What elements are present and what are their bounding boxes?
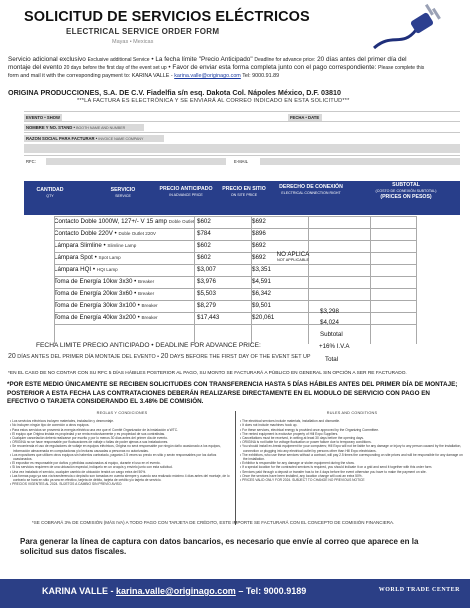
service-name-en: Doble Outlet (168, 219, 195, 224)
fiscal-data-note: Para generar la línea de captura con datos bancarios, es necesario que envíe al correo que aparece en la solicitud sus datos fiscales. (20, 537, 419, 556)
total-label: Total (325, 356, 339, 363)
rule-item: • Para estos servicios se proveerá la energía eléctrica una vez que el Comité Organizador de la instalación a WTC. (10, 427, 179, 432)
advance-price: $17,443 (197, 314, 220, 321)
deadline-text: FECHA LIMITE PRECIO ANTICIPADO • DEADLINE FOR ADVANCE PRICE: (36, 342, 261, 349)
rule-item: • PRICES VALID ONLY FOR 2024. SUBJECT TO CHANGE NO PREVIOUS NOTICE (240, 478, 365, 483)
service-name: Toma de Energía 40kw 3x200 • (54, 314, 140, 321)
rfc-email-row (24, 155, 460, 163)
service-name: Contacto Doble 1000W, 127+/- V 15 amp (54, 218, 167, 225)
page-subtitle: ELECTRICAL SERVICE ORDER FORM (66, 27, 220, 36)
rules-es-title: REGLAS Y CONDICIONES (96, 411, 148, 415)
rule-item: • Exhibitor is responsible for any damage or stolen equipment during the show. (240, 461, 355, 466)
date-label: FECHA • DATE (288, 114, 322, 121)
site-price: $6,342 (252, 290, 271, 297)
service-name-en: Breaker (138, 279, 155, 284)
not-applicable-label: NO APLICA NOT APPLICABLE (276, 251, 310, 262)
rules-spanish (10, 411, 234, 486)
organizer-address: ORIGINA PRODUCCIONES, S.A. DE C.V. Fiadelfia s/n esq. Dakota Col. Nápoles México, D.F. 03810 (8, 88, 341, 97)
service-row (54, 277, 416, 287)
service-name-en: Doble Outlet 220V (118, 231, 156, 236)
power-plug-icon (372, 2, 450, 52)
service-name: Lámpara HQI • (54, 266, 96, 273)
site-price: $692 (252, 242, 266, 249)
advance-price: $8,279 (197, 302, 216, 309)
advance-price: $784 (197, 230, 211, 237)
service-name: Contacto Doble 220V • (54, 230, 117, 237)
invoice-note: ***LA FACTURA ES ELECTRÓNICA Y SE ENVIARÁ AL CORREO INDICADO EN ESTA SOLICITUD*** (77, 98, 350, 104)
rule-item: • Once the services have been installed, any location change will cost an extra 50%. (240, 473, 363, 478)
tagline: Mayas • Mexicas (112, 39, 154, 45)
rule-item: • Los expositores que utilicen otros equipos sin haberlos contratado, pagarán 2.5 veces su precio en sitio y serán responsables por los daños ocasionados. (10, 452, 217, 462)
service-row (54, 253, 416, 263)
connection-value-1: $3,298 (320, 308, 339, 315)
date-input[interactable] (324, 114, 460, 121)
advance-price: $5,503 (197, 290, 216, 297)
service-name: Lámpara Slimline • (54, 242, 106, 249)
company-field-row (24, 132, 460, 140)
rfc-note: *EN EL CASO DE NO CONTAR CON SU RFC 5 DÍAS HÁBILES POSTERIOR AL PAGO, SU MONTO SE FACTURARÁ A PÚBLICO EN GENERAL SIN OPCIÓN A SER RE FACTURADO. (8, 371, 407, 376)
wtc-logo: WORLD TRADE CENTER (378, 587, 460, 593)
service-name: Toma de Energía 30kw 3x100 • (54, 302, 140, 309)
service-name-en: Breaker (138, 291, 155, 296)
site-price: $20,061 (252, 314, 275, 321)
rule-item: • Cancellations must be received, in writing at least 30 days before the opening days. (240, 436, 364, 441)
service-name: Lámpara Spot • (54, 254, 97, 261)
rfc-input[interactable] (46, 158, 226, 165)
service-row (54, 265, 416, 275)
service-row (54, 289, 416, 299)
rule-item: • El equipo que Origina instala es propiedad y se renta exclusivamente y es propiedad de sus contratistas. (10, 431, 166, 436)
service-header: SERVICIO SERVICE (110, 187, 136, 198)
rule-item: • El expositor es responsable por daños y pérdidas ocasionados al equipo, durante el uso en el evento. (10, 461, 161, 466)
rule-item: • For these services, electrical energy is provided once approved by the Organizing Committee. (240, 427, 379, 432)
subtotal-header: SUBTOTAL (COSTO DE CONEXIÓN SUBTOTAL) (PRICES ON PESOS) (375, 182, 437, 200)
rule-item: • The exhibitors, who use these services without a contract, will pay 2.5 times the corresponding on site prices and will be responsible for any damage on the installation. (240, 452, 463, 462)
table-header (24, 181, 460, 215)
contact-email-link[interactable]: karina.valle@originago.com (174, 73, 241, 80)
rule-item: • No incluyen ningún tipo de conexión a otros equipos. (10, 423, 90, 428)
extra-field-row[interactable] (24, 144, 460, 153)
rule-item: • Una vez instalado el servicio, cualquier cambio de ubicación tendrá un cargo extra del 50%. (10, 469, 147, 474)
site-price: $9,501 (252, 302, 271, 309)
transfer-warning: *POR ESTE MEDIO ÚNICAMENTE SE RECIBEN SOLICITUDES CON TRANSFERENCIA HASTA 5 DÍAS HÁBILES ANTES DEL PRIMER DÍA DE MONTAJE; POSTERIOR A ESTA FECHA LAS CONTRATACIONES DEBERÁN REALIZARSE DIRECTAMENTE EN EL MODULO DE SERVICIO CON PAGO EN EFECTIVO O TARJETA CONSIDERANDO EL 3.48% DE COMISIÓN. (7, 381, 458, 405)
site-price: $692 (252, 254, 266, 261)
rules-english (240, 411, 464, 482)
site-price-header: PRECIO EN SITIO ON SITE PRICE (222, 186, 266, 197)
email-input[interactable] (260, 158, 460, 165)
site-price: $692 (252, 218, 266, 225)
booth-label: NOMBRE Y NO. STAND • BOOTH NAME AND NUMBER (24, 124, 144, 131)
service-name-en: Spot Lamp (98, 255, 121, 260)
site-price: $896 (252, 230, 266, 237)
rule-item: • The rented equipment is exclusive property of Hill Expo Suppliers. (240, 431, 339, 436)
intro-text: Servicio adicional exclusivo Exclusive additional Service • La fecha límite "Precio Anticipado" Deadline for advance price: 20 días antes del primer día del montaje del evento 20 days before the first day of the event set up • Favor de enviar esta forma completa junto con el pago correspondiente: Please complete this form and mail it with the corresponding payment to: KARINA VALLE - karina.valle@originago.com Tel: 9000.91.89 (8, 56, 425, 80)
footer-bar (0, 579, 470, 608)
advance-price-header: PRECIO ANTICIPADO IN ADVANCE PRICE (159, 186, 213, 197)
booth-field-row (24, 121, 460, 129)
rule-item: • It does not include machines hook up. (240, 423, 298, 428)
rule-item: • The electrical services include materials, installation and dismantle. (240, 419, 341, 424)
advance-price: $602 (197, 242, 211, 249)
rule-item: • Las formas pago ya sea vía transferencia o depósito son tomadas en cuenta siempre y cuando sea realizado máximo 4 días antes del montaje, de lo contrario se hará en sitio ya sea en efectivo, tarjeta de débito, tarjeta de crédito y/o tarjeta de servicio. (10, 473, 230, 483)
rule-item: • Los servicios eléctricos incluyen materiales, instalación y desmontaje. (10, 419, 114, 424)
service-row (54, 313, 416, 323)
subtotal-label: Subtotal (320, 331, 343, 338)
service-row (54, 229, 416, 239)
service-name-en: Slimline Lamp (107, 243, 137, 248)
connection-right-header: DERECHO DE CONEXIÓN ELECTRICAL CONNECTION RIGHT (279, 184, 343, 195)
rule-item: • ORIGINA no se hace responsable por fluctuaciones de voltaje o fallas de poder ajenas a sus instalaciones. (10, 440, 169, 445)
service-name: Toma de Energía 10kw 3x30 • (54, 278, 137, 285)
service-name-en: Breaker (141, 303, 158, 308)
qty-header: CANTIDAD QTY (36, 187, 64, 198)
rule-item: • If a special location for the contracted services is required, you should indicate it on a grid and send it together with this order form. (240, 465, 433, 470)
advance-price: $3,976 (197, 278, 216, 285)
rfc-label: RFC: (26, 159, 36, 164)
rule-item: • ORIGINA is not liable for voltage fluctuation or power failure due to temporary conditions. (240, 440, 372, 445)
advance-price: $3,007 (197, 266, 216, 273)
site-price: $3,351 (252, 266, 271, 273)
rule-item: • You should install ex-break equipment for your computers; Hill Expo will not be liable for any damage or injury to any person caused by the installation, connection or plugging into any electrical outlet by persons other than Hill Expo electricians. (240, 444, 462, 453)
service-row (54, 241, 416, 251)
rules-en-title: RULES AND CONDITIONS (326, 411, 378, 415)
advance-price: $602 (197, 254, 211, 261)
footer-email-link[interactable]: karina.valle@originago.com (116, 586, 236, 596)
advance-price: $602 (197, 218, 211, 225)
rule-item: • PRECIOS VIGENTES AL 2024. SUJETOS A CAMBIO SIN PREVIO AVISO. (10, 482, 123, 487)
site-price: $4,591 (252, 278, 271, 285)
service-name-en: Breaker (141, 315, 158, 320)
rule-item: • Cualquier cancelación deberá realizarse por escrito y por lo menos 30 días antes del primer día de evento. (10, 436, 168, 441)
company-label: RAZON SOCIAL PARA FACTURAR • INVOICE NAME COMPANY (24, 135, 164, 142)
event-label: EVENTO • SHOW (24, 114, 62, 121)
event-input[interactable] (64, 114, 284, 121)
rule-item: • Se recomienda el uso de reguladores de voltaje en equipos eléctricos, Origina no será responsable por ningún daño ocasionado a los equipos, información almacenada en computadoras y/o lecturas causadas a personas no autorizadas. (10, 444, 221, 453)
booth-input[interactable] (146, 124, 460, 131)
service-row (54, 301, 416, 311)
company-input[interactable] (166, 135, 460, 142)
email-label: E-MAIL (234, 159, 248, 164)
service-row (54, 217, 416, 227)
rule-item: • Services paid through a deposit or transfer has to be 4 days before the event otherwise you have to make the payment on site. (240, 469, 427, 474)
days-text: 20 DÍAS ANTES DEL PRIMER DÍA MONTAJE DEL EVENTO • 20 DAYS BEFORE THE FIRST DAY OF THE EVENT SET UP (8, 353, 311, 360)
commission-note: *SE COBRARÁ 3% DE COMISIÓN (MÁS IVA) A TODO PAGO CON TARJETA DE CRÉDITO, ESTE IMPORTE SE FACTURARÁ CON EL CONCEPTO DE COMISIÓN FINANCIERA. (32, 520, 395, 525)
rule-item: • Si los servicios requieren de una ubicación especial, indíquelo en un croquis y envíelo junto con esta solicitud. (10, 465, 173, 470)
iva-label: +16% I.V.A (319, 343, 350, 350)
footer-contact: KARINA VALLE - karina.valle@originago.com – Tel: 9000.9189 (42, 586, 307, 596)
service-name-en: HQI Lamp (96, 267, 118, 272)
event-field-row (24, 111, 460, 119)
connection-value-2: $4,024 (320, 319, 339, 326)
page-title: SOLICITUD DE SERVICIOS ELÉCTRICOS (24, 9, 310, 25)
service-name: Toma de Energía 20kw 3x60 • (54, 290, 137, 297)
